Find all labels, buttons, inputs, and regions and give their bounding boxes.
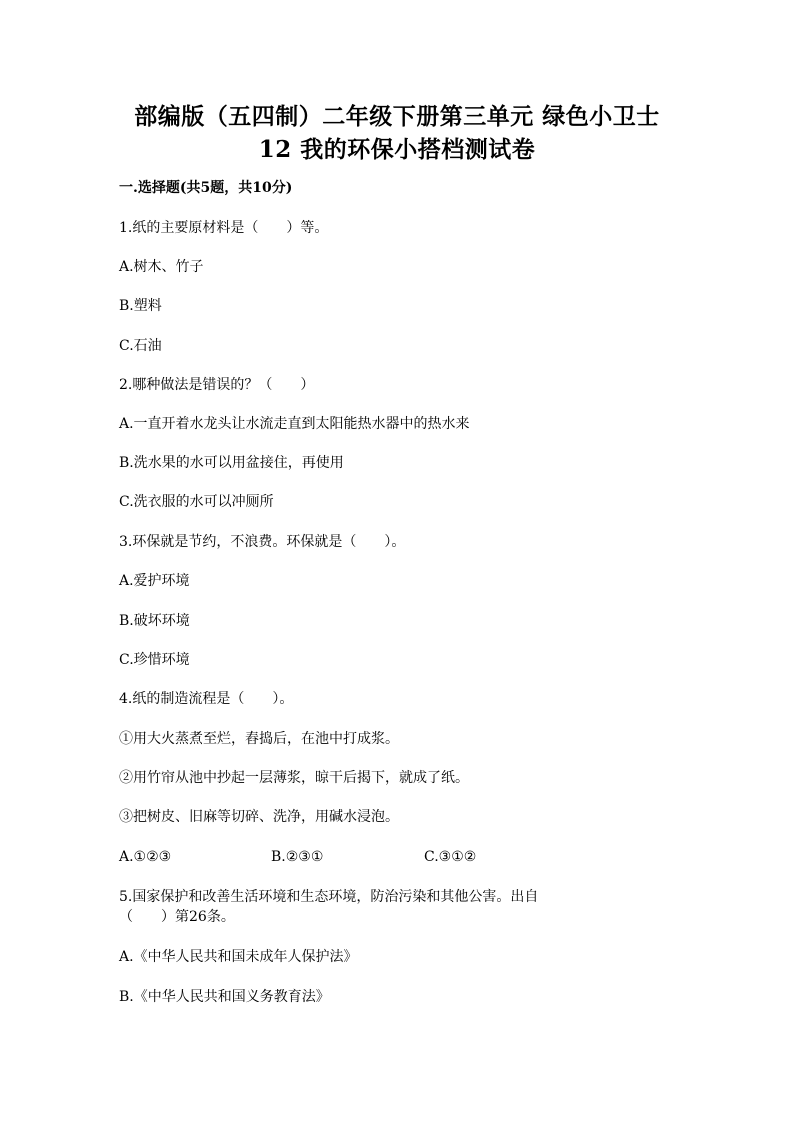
question-2-option-c: C.洗衣服的水可以冲厕所 <box>119 494 274 510</box>
page-subtitle: 12 我的环保小搭档测试卷 <box>258 136 536 163</box>
question-4-step-2: ②用竹帘从池中抄起一层薄浆，晾干后揭下，就成了纸。 <box>119 770 469 786</box>
question-5-option-b: B.《中华人民共和国义务教育法》 <box>119 989 330 1005</box>
question-3-option-c: C.珍惜环境 <box>119 652 190 668</box>
question-5-option-a: A.《中华人民共和国未成年人保护法》 <box>119 949 358 965</box>
question-2-stem: 2.哪种做法是错误的？（ ） <box>119 377 315 393</box>
question-4-option-c: C.③①② <box>424 849 477 865</box>
question-4-stem: 4.纸的制造流程是（ ）。 <box>119 691 294 707</box>
question-1-option-c: C.石油 <box>119 338 162 354</box>
question-4-step-1: ①用大火蒸煮至烂，舂捣后，在池中打成浆。 <box>119 731 399 747</box>
question-3-option-b: B.破坏环境 <box>119 613 190 629</box>
question-3-stem: 3.环保就是节约，不浪费。环保就是（ ）。 <box>119 534 406 550</box>
question-4-option-b: B.②③① <box>271 849 324 865</box>
section-heading: 一.选择题(共5题，共10分) <box>119 180 293 196</box>
question-5-stem-line-1: 5.国家保护和改善生活环境和生态环境，防治污染和其他公害。出自 <box>119 889 539 905</box>
question-1-stem: 1.纸的主要原材料是（ ）等。 <box>119 220 329 236</box>
question-1-option-a: A.树木、竹子 <box>119 259 204 275</box>
question-1-option-b: B.塑料 <box>119 298 162 314</box>
question-5-stem-line-2: （ ）第26条。 <box>119 909 235 925</box>
question-2-option-a: A.一直开着水龙头让水流走直到太阳能热水器中的热水来 <box>119 416 470 432</box>
page-title: 部编版（五四制）二年级下册第三单元 绿色小卫士 <box>134 103 660 130</box>
question-2-option-b: B.洗水果的水可以用盆接住，再使用 <box>119 455 344 471</box>
question-4-option-a: A.①②③ <box>119 849 172 865</box>
question-3-option-a: A.爱护环境 <box>119 573 190 589</box>
question-4-step-3: ③把树皮、旧麻等切碎、洗净，用碱水浸泡。 <box>119 809 399 825</box>
